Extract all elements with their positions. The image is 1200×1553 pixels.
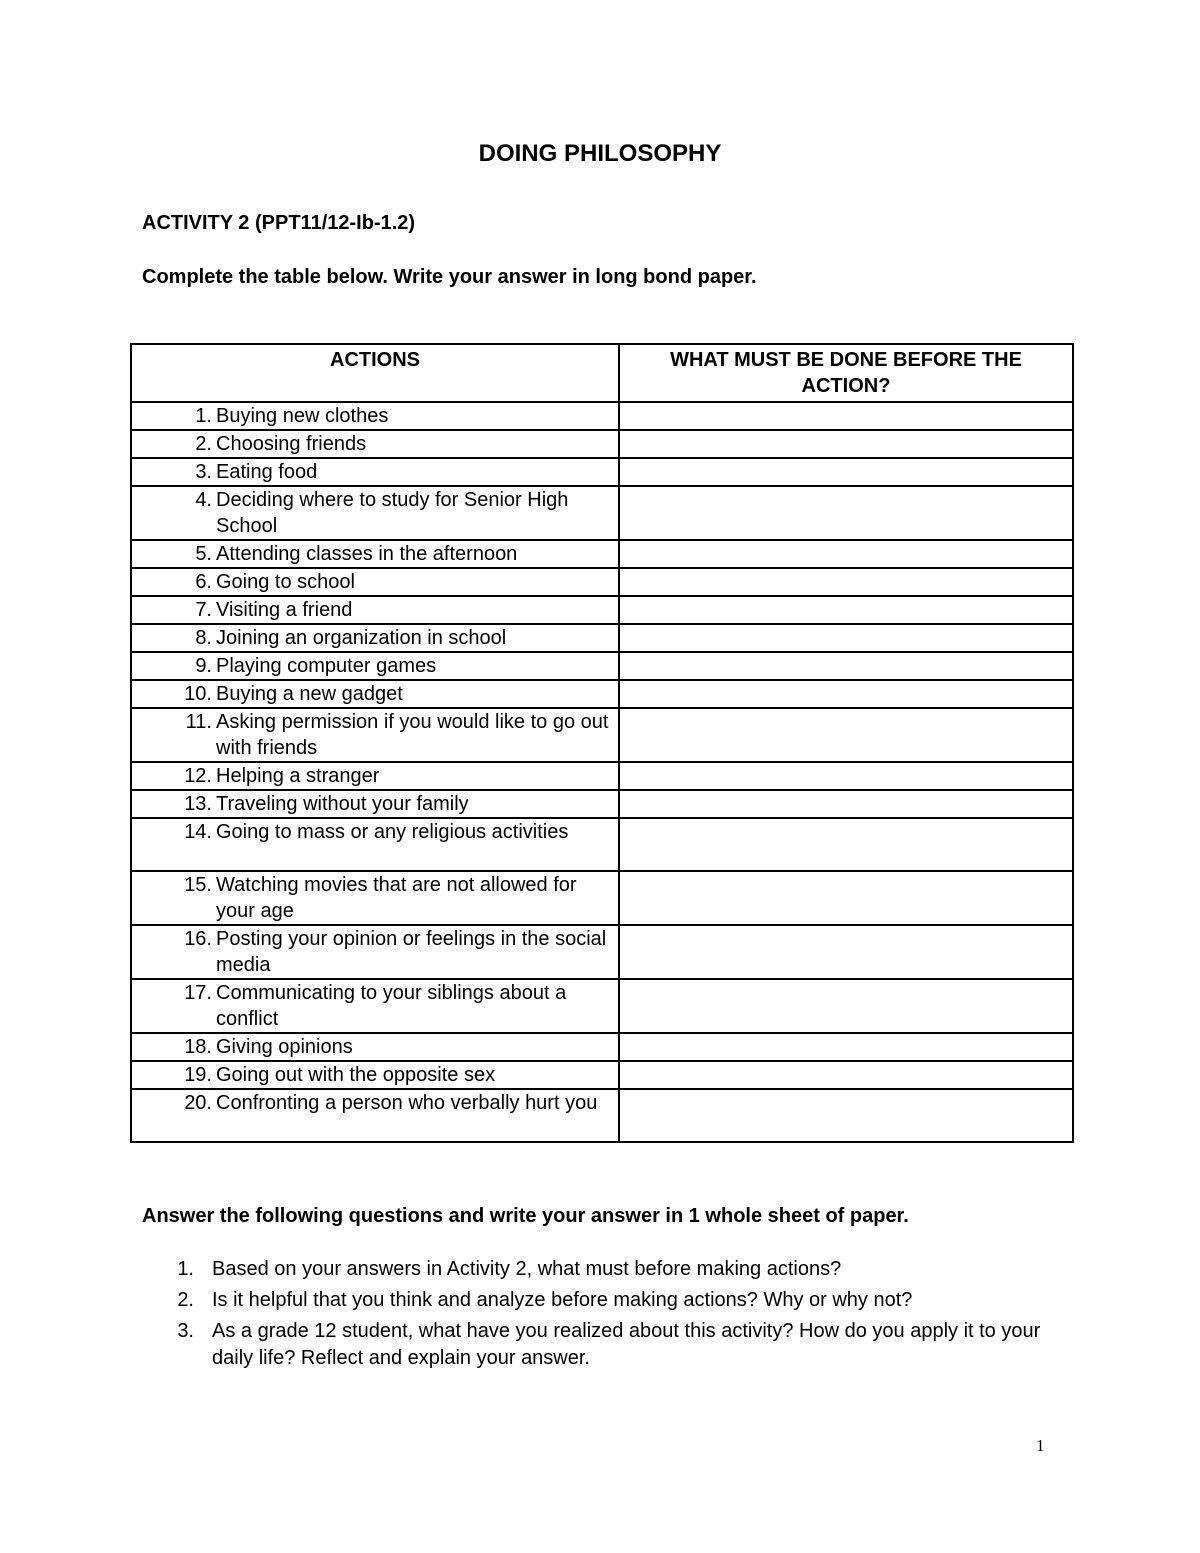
action-text: Giving opinions	[216, 1036, 353, 1058]
question-text: As a grade 12 student, what have you realized about this activity? How do you apply it to your daily life? Reflect and explain your answer.	[212, 1320, 1041, 1369]
table-row	[131, 402, 1073, 430]
action-number: 9.	[195, 655, 212, 677]
answer-cell	[619, 762, 1073, 790]
table-row	[131, 596, 1073, 624]
action-text: Communicating to your siblings about a conflict	[216, 982, 567, 1030]
action-number: 2.	[195, 433, 212, 455]
answer-cell	[619, 568, 1073, 596]
action-text: Traveling without your family	[216, 793, 469, 815]
action-number: 10.	[184, 683, 212, 705]
action-cell	[131, 486, 619, 540]
questions-list	[142, 1256, 1062, 1376]
action-number: 14.	[184, 821, 212, 843]
action-text: Joining an organization in school	[216, 627, 507, 649]
answer-cell	[619, 624, 1073, 652]
table-row	[131, 1061, 1073, 1089]
answer-cell	[619, 871, 1073, 925]
table-row	[131, 540, 1073, 568]
table-row	[131, 652, 1073, 680]
question-number: 1.	[177, 1258, 194, 1280]
action-number: 19.	[184, 1064, 212, 1086]
action-number: 8.	[195, 627, 212, 649]
answer-cell	[619, 680, 1073, 708]
table-row	[131, 458, 1073, 486]
question-text: Based on your answers in Activity 2, what must before making actions?	[212, 1258, 842, 1280]
answer-cell	[619, 790, 1073, 818]
action-cell	[131, 568, 619, 596]
action-number: 12.	[184, 765, 212, 787]
table-row	[131, 568, 1073, 596]
action-text: Attending classes in the afternoon	[216, 543, 518, 565]
action-number: 7.	[195, 599, 212, 621]
action-number: 11.	[185, 711, 212, 733]
action-text: Buying new clothes	[216, 405, 389, 427]
table-row	[131, 430, 1073, 458]
table-row	[131, 790, 1073, 818]
action-text: Asking permission if you would like to go out with friends	[216, 711, 609, 759]
action-text: Playing computer games	[216, 655, 437, 677]
table-row	[131, 871, 1073, 925]
action-cell	[131, 1061, 619, 1089]
action-cell	[131, 871, 619, 925]
answer-cell	[619, 1033, 1073, 1061]
answer-cell	[619, 925, 1073, 979]
action-text: Visiting a friend	[216, 599, 353, 621]
table-row	[131, 1089, 1073, 1142]
action-number: 13.	[184, 793, 212, 815]
action-cell	[131, 458, 619, 486]
answer-cell	[619, 596, 1073, 624]
answer-cell	[619, 430, 1073, 458]
action-number: 3.	[195, 461, 212, 483]
action-number: 16.	[184, 928, 212, 950]
action-number: 20.	[184, 1092, 212, 1114]
action-cell	[131, 708, 619, 762]
action-cell	[131, 818, 619, 871]
answer-cell	[619, 652, 1073, 680]
answer-cell	[619, 458, 1073, 486]
answer-cell	[619, 979, 1073, 1033]
actions-table	[130, 343, 1074, 1143]
action-cell	[131, 790, 619, 818]
action-text: Going to mass or any religious activities	[216, 821, 569, 843]
action-cell	[131, 925, 619, 979]
action-cell	[131, 624, 619, 652]
action-text: Deciding where to study for Senior High School	[216, 489, 569, 537]
action-text: Confronting a person who verbally hurt you	[216, 1092, 598, 1114]
table-row	[131, 624, 1073, 652]
action-cell	[131, 596, 619, 624]
answer-cell	[619, 1061, 1073, 1089]
header-what-must-be-done: WHAT MUST BE DONE BEFORE THE ACTION?	[619, 344, 1073, 402]
action-number: 15.	[184, 874, 212, 896]
action-text: Watching movies that are not allowed for your age	[216, 874, 577, 922]
question-number: 2.	[177, 1289, 194, 1311]
answer-cell	[619, 1089, 1073, 1142]
action-text: Eating food	[216, 461, 318, 483]
questions-title: Answer the following questions and write your answer in 1 whole sheet of paper.	[142, 1205, 909, 1227]
action-text: Going to school	[216, 571, 355, 593]
header-actions: ACTIONS	[131, 344, 619, 402]
action-cell	[131, 430, 619, 458]
action-number: 1.	[195, 405, 212, 427]
table-row	[131, 708, 1073, 762]
action-text: Buying a new gadget	[216, 683, 403, 705]
action-text: Going out with the opposite sex	[216, 1064, 496, 1086]
question-item	[142, 1256, 1062, 1283]
action-number: 17.	[184, 982, 212, 1004]
action-cell	[131, 1089, 619, 1142]
action-cell	[131, 540, 619, 568]
question-text: Is it helpful that you think and analyze before making actions? Why or why not?	[212, 1289, 913, 1311]
activity-label: ACTIVITY 2 (PPT11/12-Ib-1.2)	[142, 212, 416, 234]
action-text: Posting your opinion or feelings in the social media	[216, 928, 607, 976]
action-number: 5.	[195, 543, 212, 565]
table-row	[131, 818, 1073, 871]
table-row	[131, 925, 1073, 979]
action-cell	[131, 1033, 619, 1061]
page-number: 1	[1036, 1436, 1045, 1455]
action-number: 4.	[195, 489, 212, 511]
question-item	[142, 1287, 1062, 1314]
action-cell	[131, 979, 619, 1033]
action-text: Helping a stranger	[216, 765, 380, 787]
answer-cell	[619, 708, 1073, 762]
action-cell	[131, 652, 619, 680]
action-number: 6.	[195, 571, 212, 593]
table-row	[131, 1033, 1073, 1061]
table-row	[131, 680, 1073, 708]
action-cell	[131, 402, 619, 430]
action-number: 18.	[184, 1036, 212, 1058]
instruction-text: Complete the table below. Write your answer in long bond paper.	[142, 266, 757, 288]
question-item	[142, 1318, 1062, 1372]
action-cell	[131, 680, 619, 708]
table-row	[131, 979, 1073, 1033]
answer-cell	[619, 818, 1073, 871]
answer-cell	[619, 486, 1073, 540]
page-title: DOING PHILOSOPHY	[478, 140, 722, 167]
action-text: Choosing friends	[216, 433, 367, 455]
table-header-row	[131, 344, 1073, 402]
answer-cell	[619, 402, 1073, 430]
answer-cell	[619, 540, 1073, 568]
table-row	[131, 486, 1073, 540]
table-row	[131, 762, 1073, 790]
question-number: 3.	[177, 1320, 194, 1342]
action-cell	[131, 762, 619, 790]
